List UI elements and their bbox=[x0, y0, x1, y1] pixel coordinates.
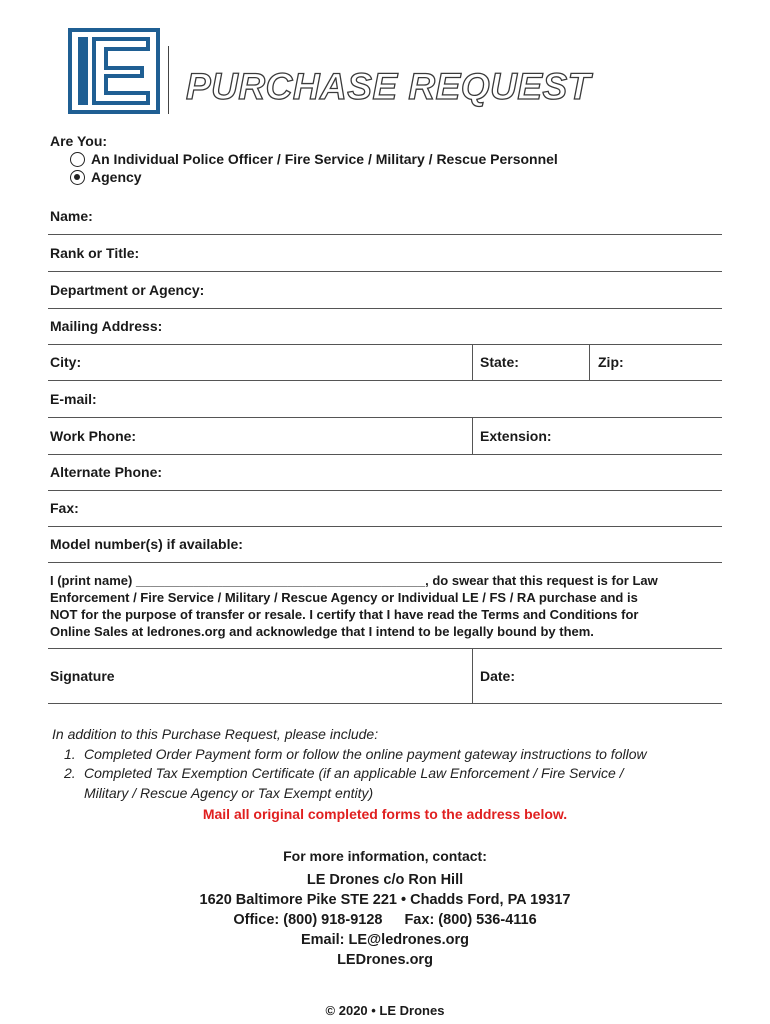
contact-heading: For more information, contact: bbox=[283, 848, 487, 864]
instructions-list bbox=[64, 745, 647, 804]
list-number: 1. bbox=[64, 745, 76, 762]
office-phone: Office: (800) 918-9128 bbox=[233, 912, 383, 928]
contact-name: LE Drones c/o Ron Hill bbox=[306, 872, 464, 888]
certification-statement bbox=[50, 572, 722, 640]
mailing-address-field[interactable] bbox=[48, 308, 722, 345]
signature-label[interactable]: Signature bbox=[50, 667, 115, 684]
certification-line: Enforcement / Fire Service / Military / Rescue Agency or Individual LE / FS / RA purchase and is bbox=[50, 590, 638, 605]
alternate-phone-field[interactable] bbox=[48, 454, 722, 491]
fax-label: Fax: bbox=[50, 500, 79, 516]
city-label[interactable]: City: bbox=[50, 354, 82, 370]
radio-option-agency[interactable] bbox=[70, 169, 142, 185]
radio-label-individual: An Individual Police Officer / Fire Service / Military / Rescue Personnel bbox=[91, 151, 558, 167]
divider bbox=[589, 344, 590, 380]
divider bbox=[472, 418, 473, 454]
list-text-line: Military / Rescue Agency or Tax Exempt entity) bbox=[84, 784, 374, 801]
zip-label[interactable]: Zip: bbox=[598, 354, 624, 370]
work-phone-row bbox=[48, 418, 722, 455]
fax-number: Fax: (800) 536-4116 bbox=[404, 912, 537, 928]
email-label: E-mail: bbox=[50, 391, 97, 407]
radio-label-agency: Agency bbox=[91, 169, 142, 185]
header-divider bbox=[168, 46, 169, 114]
mailing-address-label: Mailing Address: bbox=[50, 318, 163, 334]
copyright: © 2020 • LE Drones bbox=[325, 1003, 445, 1018]
le-logo bbox=[68, 28, 160, 114]
certification-line: Online Sales at ledrones.org and acknowledge that I intend to be legally bound by them. bbox=[50, 624, 594, 639]
list-item bbox=[64, 764, 647, 803]
radio-option-individual[interactable] bbox=[70, 151, 558, 167]
email-field[interactable] bbox=[48, 381, 722, 418]
certification-line: NOT for the purpose of transfer or resale. I certify that I have read the Terms and Conditions for bbox=[50, 607, 639, 622]
city-state-zip-row bbox=[48, 344, 722, 381]
mail-notice: Mail all original completed forms to the address below. bbox=[202, 806, 568, 822]
certification-line: I (print name) ________________________________________, do swear that this request is for Law bbox=[50, 573, 658, 588]
radio-checked-icon[interactable] bbox=[70, 170, 85, 185]
list-text: Completed Order Payment form or follow the online payment gateway instructions to follow bbox=[84, 745, 647, 762]
fax-field[interactable] bbox=[48, 490, 722, 527]
instructions bbox=[52, 725, 647, 803]
rank-field[interactable] bbox=[48, 235, 722, 272]
state-label[interactable]: State: bbox=[480, 354, 519, 370]
page-title: PURCHASE REQUEST bbox=[186, 66, 591, 107]
contact-website[interactable]: LEDrones.org bbox=[337, 952, 433, 968]
date-label[interactable]: Date: bbox=[480, 667, 516, 684]
alternate-phone-label: Alternate Phone: bbox=[50, 464, 163, 480]
are-you-label: Are You: bbox=[50, 133, 108, 149]
name-label: Name: bbox=[50, 208, 93, 224]
contact-address bbox=[0, 870, 770, 970]
department-label: Department or Agency: bbox=[50, 282, 205, 298]
contact-street: 1620 Baltimore Pike STE 221 • Chadds Ford, PA 19317 bbox=[199, 892, 571, 908]
divider bbox=[472, 344, 473, 380]
rank-label: Rank or Title: bbox=[50, 245, 140, 261]
list-item bbox=[64, 745, 647, 765]
instructions-intro: In addition to this Purchase Request, please include: bbox=[52, 726, 379, 742]
divider bbox=[472, 648, 473, 703]
model-number-field[interactable] bbox=[48, 526, 722, 563]
list-text-line: Completed Tax Exemption Certificate (if an applicable Law Enforcement / Fire Service / bbox=[84, 765, 624, 781]
list-text bbox=[84, 764, 624, 803]
model-number-label: Model number(s) if available: bbox=[50, 536, 243, 552]
signature-date-row bbox=[48, 648, 722, 704]
radio-unchecked-icon[interactable] bbox=[70, 152, 85, 167]
contact-email[interactable]: Email: LE@ledrones.org bbox=[300, 932, 470, 948]
contact-phones bbox=[0, 910, 770, 930]
extension-label[interactable]: Extension: bbox=[480, 428, 552, 444]
name-field[interactable] bbox=[48, 198, 722, 235]
work-phone-label[interactable]: Work Phone: bbox=[50, 428, 137, 444]
list-number: 2. bbox=[64, 765, 76, 781]
department-field[interactable] bbox=[48, 272, 722, 309]
